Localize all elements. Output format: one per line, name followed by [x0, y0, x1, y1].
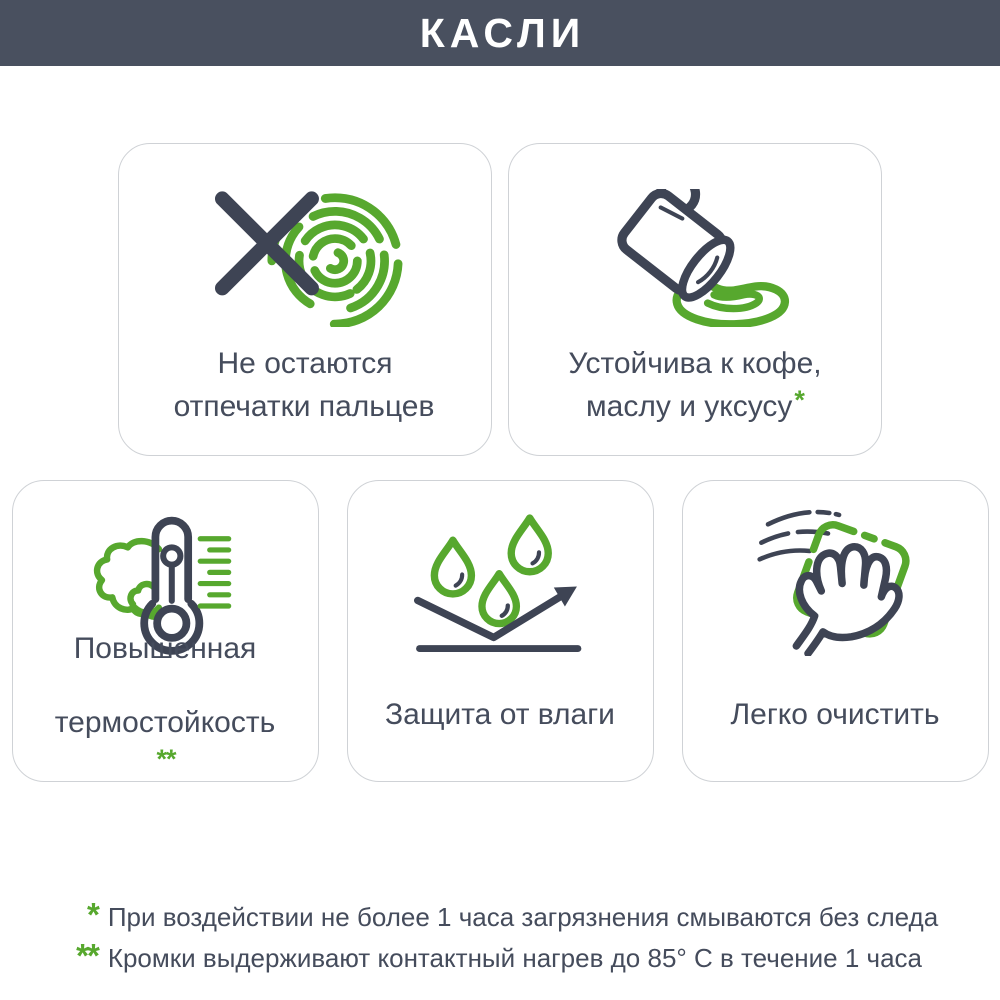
features-area [0, 143, 1000, 974]
no-fingerprint-icon [197, 189, 413, 327]
feature-card-no-fingerprints [118, 143, 492, 456]
features-row-bottom [0, 480, 1000, 782]
footnote-marker: ** [76, 937, 98, 974]
feature-caption [568, 345, 821, 425]
hand-wipe-cloth-icon [753, 506, 916, 656]
brand-title: КАСЛИ [419, 9, 586, 56]
feature-card-moisture-protection [347, 480, 654, 782]
caption-line: маслу и уксусу [586, 390, 793, 423]
feature-caption [174, 345, 437, 425]
footnote [62, 937, 938, 974]
feature-card-easy-to-clean [682, 480, 989, 782]
water-drops-repel-icon [414, 506, 585, 656]
brand-header [0, 0, 1000, 66]
footnote [62, 896, 939, 933]
caption-line: Защита от влаги [385, 697, 615, 731]
water-drops-repel-icon [414, 506, 585, 656]
footnote-marker: * [86, 896, 98, 933]
feature-card-stain-resistant [508, 143, 882, 456]
caption-line: Не остаются [217, 347, 393, 380]
footnote-text: Кромки выдерживают контактный нагрев до 85° C в течение 1 часа [107, 943, 922, 973]
features-row-top [0, 143, 1000, 456]
footnote-text: При воздействии не более 1 часа загрязнения смываются без следа [107, 902, 939, 932]
caption-footnote-marker: ** [156, 743, 176, 774]
no-fingerprint-icon [197, 189, 413, 327]
footnotes [62, 896, 939, 974]
caption-line: термостойкость [54, 705, 276, 739]
caption-line: отпечатки пальцев [173, 390, 435, 423]
caption-footnote-marker: * [794, 385, 804, 415]
caption-line: Устойчива к кофе, [568, 347, 822, 380]
hand-wipe-cloth-icon [753, 506, 916, 656]
feature-caption [54, 631, 276, 774]
feature-card-heat-resistant [12, 480, 319, 782]
feature-caption [730, 677, 939, 751]
spilled-cup-icon [588, 189, 801, 327]
spilled-cup-icon [588, 189, 801, 327]
caption-line: Повышенная [73, 631, 257, 665]
caption-line: Легко очистить [730, 697, 940, 731]
feature-caption [385, 677, 615, 751]
